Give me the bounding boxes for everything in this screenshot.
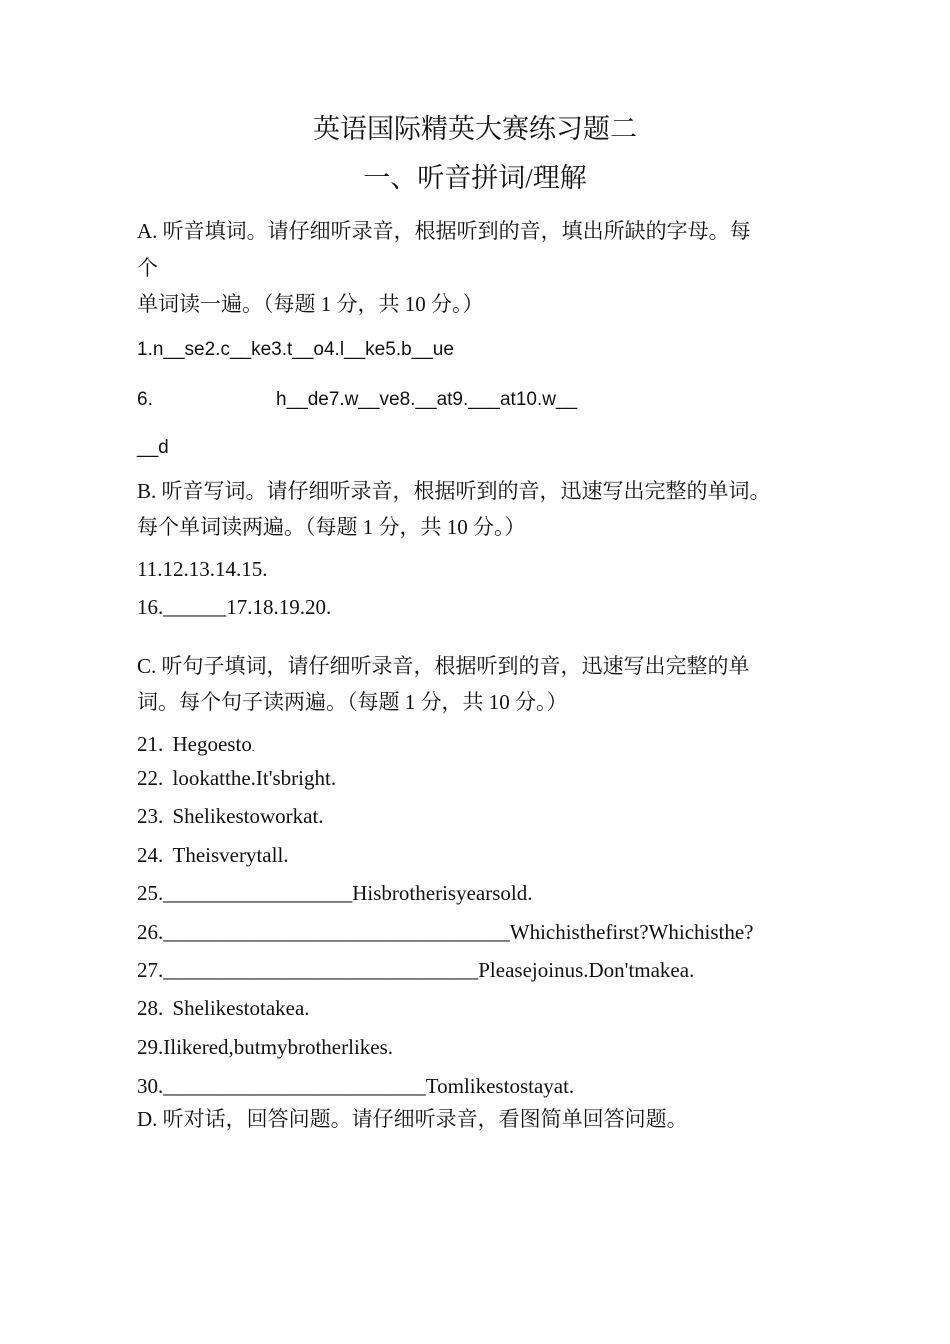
part-b-items-row2: 16.______17.18.19.20.	[137, 595, 332, 619]
part-a-items-row2-number: 6.	[137, 389, 153, 410]
part-c-item-27	[137, 956, 694, 984]
item-text: _________________________Tomlikestostayat.	[163, 1074, 575, 1098]
item-number: 29.	[137, 1035, 164, 1059]
item-text: Theisverytall.	[172, 843, 289, 867]
item-text: ______________________________Pleasejoinus.Don'tmakea.	[163, 958, 695, 982]
part-d-instruction: D. 听对话，回答问题。请仔细听录音，看图简单回答问题。	[137, 1107, 688, 1131]
section-heading: 一、听音拼词/理解	[363, 163, 587, 193]
part-a-items-row2: h__de7.w__ve8.__at9.___at10.w__	[276, 389, 578, 410]
part-c-item-21	[137, 730, 254, 763]
item-text: Shelikestotakea.	[172, 996, 310, 1020]
part-c-item-22	[137, 764, 336, 792]
trailing-mark: .	[251, 743, 255, 754]
part-b-instruction-line1: B. 听音写词。请仔细听录音，根据听到的音，迅速写出完整的单词。	[137, 479, 771, 503]
part-b-items-row1: 11.12.13.14.15.	[137, 557, 268, 581]
part-a-instruction-line3: 单词读一遍。（每题 1 分，共 10 分。）	[137, 292, 484, 316]
part-a-items-row1: 1.n__se2.c__ke3.t__o4.l__ke5.b__ue	[137, 339, 454, 360]
part-b-instruction-line2: 每个单词读两遍。（每题 1 分，共 10 分。）	[137, 515, 526, 539]
part-c-item-30	[137, 1072, 574, 1100]
item-number: 24.	[137, 843, 164, 867]
item-number: 28.	[137, 996, 164, 1020]
item-number: 30.	[137, 1074, 164, 1098]
item-text: Ilikered,butmybrotherlikes.	[163, 1035, 394, 1059]
part-c-item-25	[137, 879, 532, 907]
item-number: 25.	[137, 881, 164, 905]
part-c-item-23	[137, 802, 324, 830]
item-number: 23.	[137, 804, 164, 828]
part-a-items-row3: __d	[137, 437, 169, 458]
part-c-item-29	[137, 1033, 393, 1061]
part-a-instruction-line1: A. 听音填词。请仔细听录音，根据听到的音，填出所缺的字母。每	[137, 219, 751, 243]
item-text: Hegoesto	[172, 732, 252, 756]
part-c-item-24	[137, 841, 289, 869]
item-number: 21.	[137, 732, 164, 756]
part-a-instruction-line2: 个	[137, 256, 158, 280]
item-text: Shelikestoworkat.	[172, 804, 324, 828]
part-c-item-26	[137, 918, 754, 946]
item-text: __________________Hisbrotherisyearsold.	[163, 881, 533, 905]
item-text: lookatthe.It'sbright.	[172, 766, 337, 790]
item-number: 22.	[137, 766, 164, 790]
part-c-item-28	[137, 994, 310, 1022]
part-c-instruction-line1: C. 听句子填词，请仔细听录音，根据听到的音，迅速写出完整的单	[137, 654, 750, 678]
document-title: 英语国际精英大赛练习题二	[313, 114, 637, 144]
item-text: _________________________________Whichisthefirst?Whichisthe?	[163, 920, 754, 944]
item-number: 26.	[137, 920, 164, 944]
item-number: 27.	[137, 958, 164, 982]
part-c-instruction-line2: 词。每个句子读两遍。（每题 1 分，共 10 分。）	[137, 690, 568, 714]
